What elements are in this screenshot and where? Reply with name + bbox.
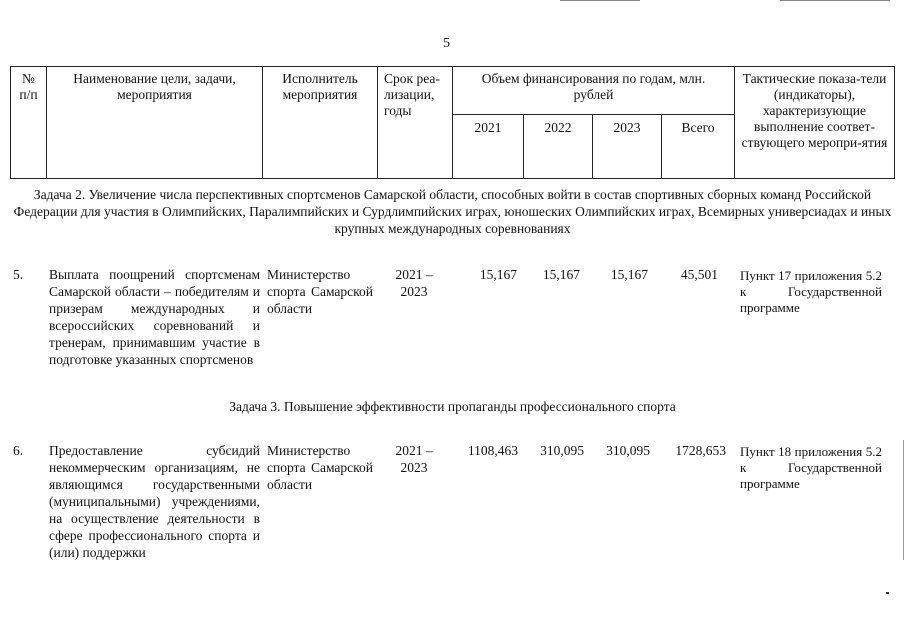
row-indicator: Пункт 18 приложения 5.2 к Государственной программе [740,444,882,491]
row-name: Предоставление субсидий некоммерческим организациям, не являющимся государственными (муниципальными) учреждениями, на осуществление деятельности в сфере профессионального спорта и (или) поддержки [49,443,260,560]
header-year-2023: 2023 [613,120,641,135]
row-value-2022: 15,167 [542,267,580,282]
header-funding: Объем финансирования по годам, млн. рублей [481,71,706,102]
row-value-2021: 15,167 [479,267,517,282]
row-number: 6. [13,443,24,458]
header-num: № п/п [19,71,38,102]
row-value-2021: 1108,463 [467,443,518,458]
row-executor: Министерство спорта Самарской области [267,443,373,492]
task-3-caption: Задача 3. Повышение эффективности пропаганды профессионального спорта [229,399,676,414]
row-value-2023: 310,095 [606,443,650,458]
row-executor: Министерство спорта Самарской области [267,267,373,316]
row-indicator: Пункт 17 приложения 5.2 к Государственной программе [740,268,882,315]
header-year-2022: 2022 [544,120,572,135]
header-total: Всего [681,120,715,135]
header-period: Срок реа-лизации, годы [384,71,440,118]
task-2-caption: Задача 2. Увеличение числа перспективных спортсменов Самарской области, способных войти в состав спортивных сборных команд Российской Федерации для участия в Олимпийских, Паралимпийских и Сурдлимпийских играх, юношеских Олимпийских играх, Всемирных универсиадах и иных крупных международных соревнованиях [13,187,892,236]
header-indicators: Тактические показа-тели (индикаторы), характеризующие выполнение соответ-ствующего меропри-ятия [741,71,888,150]
header-executor: Исполнитель мероприятия [282,71,358,102]
row-name: Выплата поощрений спортсменам Самарской области – победителям и призерам международных и всероссийских соревнований и тренерам, принимавшим участие в подготовке указанных спортсменов [49,267,260,367]
scan-mark [780,0,890,1]
scan-mark [903,440,904,560]
row-period: 2021 – 2023 [395,267,433,299]
col-border [894,66,895,179]
funding-subheader-line [452,114,734,115]
page-number: 5 [443,36,450,51]
row-total: 45,501 [680,267,718,282]
row-value-2023: 15,167 [610,267,648,282]
row-total: 1728,653 [675,443,726,458]
scan-mark [560,0,640,1]
row-period: 2021 – 2023 [395,443,433,475]
row-number: 5. [13,267,24,282]
scan-mark [886,592,889,594]
header-year-2021: 2021 [474,120,502,135]
row-value-2022: 310,095 [540,443,584,458]
header-name: Наименование цели, задачи, мероприятия [73,71,236,102]
